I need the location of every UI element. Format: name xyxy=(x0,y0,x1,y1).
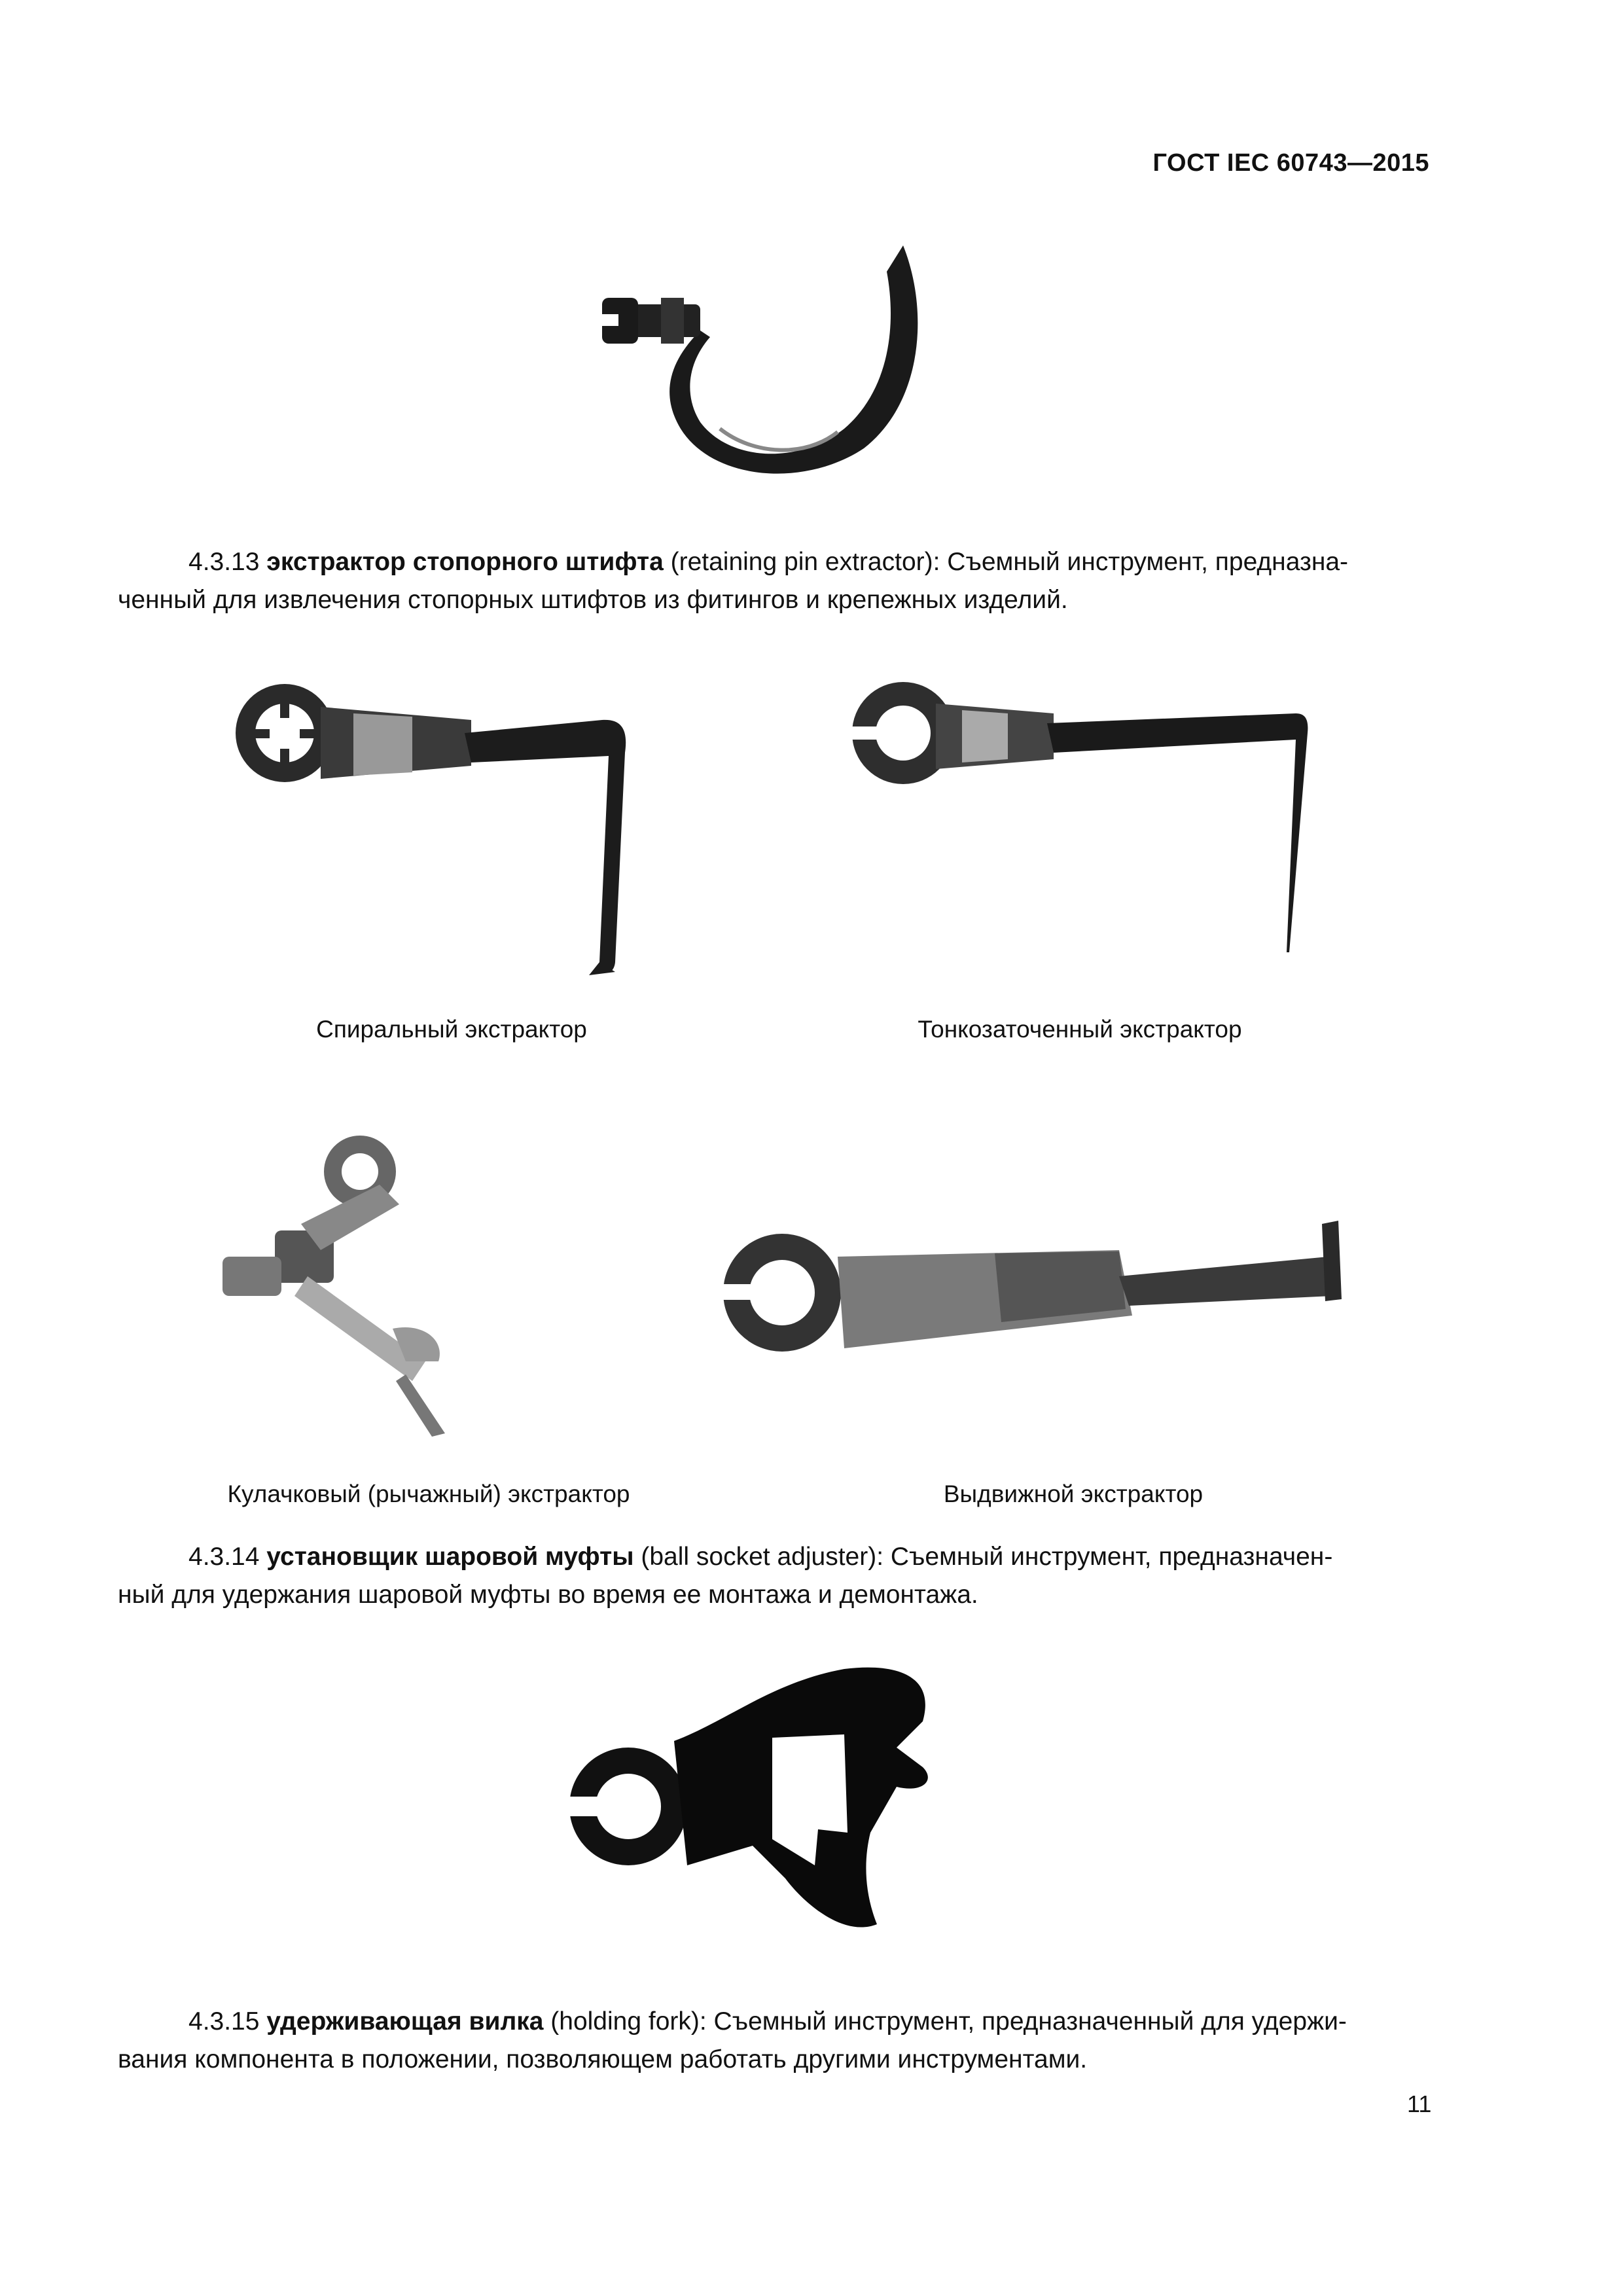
section-term: установщик шаровой муфты xyxy=(266,1543,634,1571)
caption-fine-extractor: Тонкозаточенный экстрактор xyxy=(918,1016,1242,1043)
section-number: 4.3.14 xyxy=(188,1543,260,1571)
section-4-3-14 xyxy=(118,1538,1442,1614)
hook-tool-image xyxy=(589,232,955,494)
section-definition-line1: (holding fork): Съемный инструмент, предназначенный для удержи- xyxy=(543,2007,1347,2036)
section-number: 4.3.13 xyxy=(188,548,260,576)
section-definition-line2: ченный для извлечения стопорных штифтов из фитингов и крепежных изделий. xyxy=(118,586,1068,614)
section-definition-line2: вания компонента в положении, позволяющем работать другими инструментами. xyxy=(118,2045,1088,2073)
section-term: удерживающая вилка xyxy=(266,2007,544,2036)
fine-extractor-image xyxy=(844,677,1315,978)
document-header: ГОСТ IEC 60743—2015 xyxy=(1152,149,1429,177)
section-4-3-15 xyxy=(118,2003,1442,2079)
section-term: экстрактор стопорного штифта xyxy=(266,548,664,576)
sliding-extractor-image xyxy=(720,1217,1348,1374)
section-definition-line1: (ball socket adjuster): Съемный инструмент, предназначен- xyxy=(633,1543,1333,1571)
ball-socket-adjuster-image xyxy=(556,1662,982,1950)
caption-cam-extractor: Кулачковый (рычажный) экстрактор xyxy=(227,1480,630,1507)
caption-sliding-extractor: Выдвижной экстрактор xyxy=(943,1480,1204,1507)
section-4-3-13 xyxy=(118,543,1442,619)
section-definition-line2: ный для удержания шаровой муфты во время ее монтажа и демонтажа. xyxy=(118,1581,978,1609)
page-number: 11 xyxy=(1407,2090,1432,2117)
spiral-extractor-image xyxy=(223,681,668,988)
section-definition-line1: (retaining pin extractor): Съемный инструмент, предназна- xyxy=(663,548,1349,576)
cam-extractor-image xyxy=(209,1126,484,1440)
section-number: 4.3.15 xyxy=(188,2007,260,2036)
caption-spiral-extractor: Спиральный экстрактор xyxy=(316,1016,587,1043)
